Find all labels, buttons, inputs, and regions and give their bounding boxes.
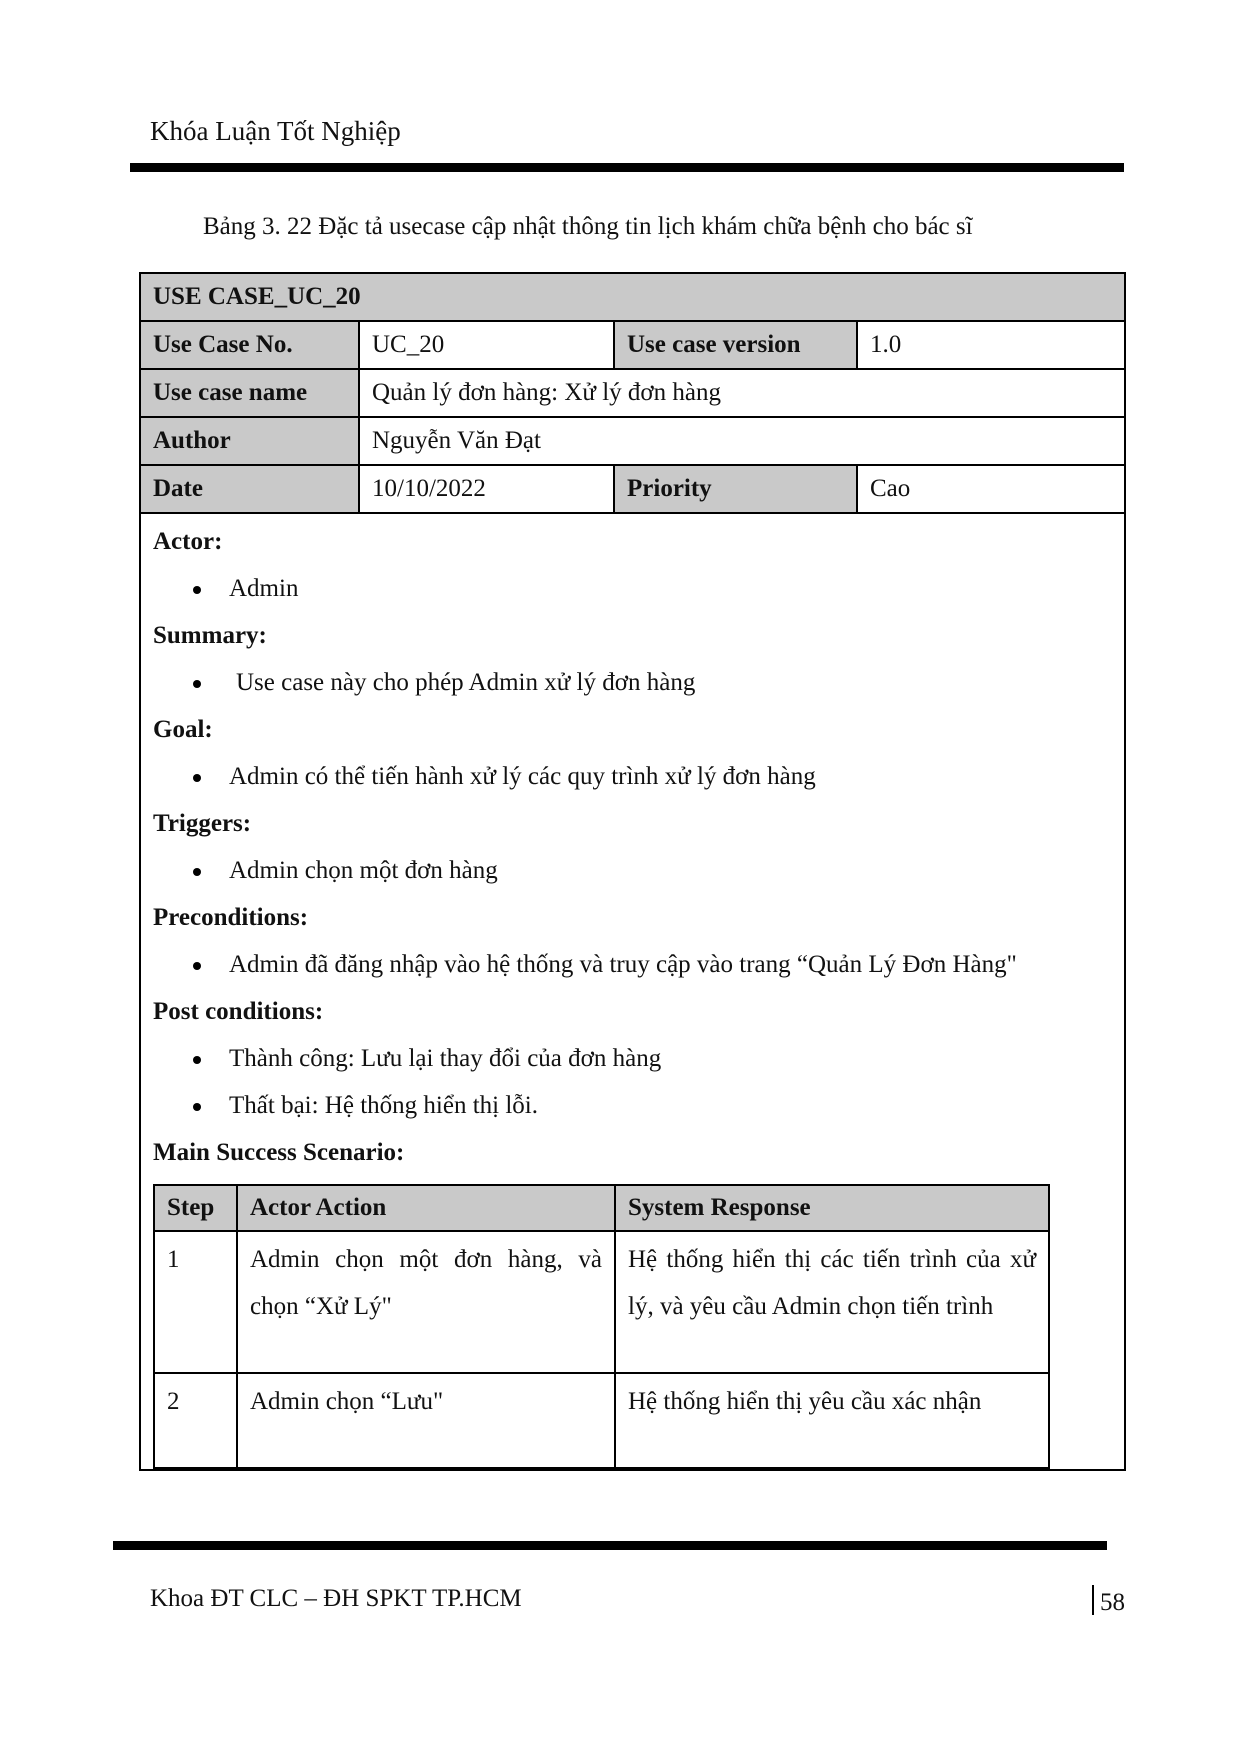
- priority-value: Cao: [857, 465, 1125, 513]
- actor-action-header: Actor Action: [237, 1185, 615, 1231]
- use-case-no-label: Use Case No.: [140, 321, 359, 369]
- actor-title: Actor:: [153, 528, 223, 555]
- step-header: Step: [154, 1185, 237, 1231]
- footer-rule: [113, 1541, 1107, 1550]
- page-number-divider: [1092, 1585, 1094, 1615]
- post-conditions-item: Thất bại: Hệ thống hiển thị lỗi.: [153, 1088, 1114, 1135]
- system-response: Hệ thống hiển thị các tiến trình của xử lý, và yêu cầu Admin chọn tiến trình: [615, 1231, 1049, 1373]
- preconditions-item: Admin đã đăng nhập vào hệ thống và truy cập vào trang “Quản Lý Đơn Hàng": [153, 947, 1114, 994]
- footer-institution: Khoa ĐT CLC – ĐH SPKT TP.HCM: [150, 1585, 522, 1612]
- goal-item: Admin có thể tiến hành xử lý các quy trình xử lý đơn hàng: [153, 759, 1114, 806]
- date-value: 10/10/2022: [359, 465, 614, 513]
- page-number-block: [1092, 1585, 1125, 1617]
- actor-item: Admin: [153, 571, 1114, 618]
- system-response-header: System Response: [615, 1185, 1049, 1231]
- date-label: Date: [140, 465, 359, 513]
- summary-title: Summary:: [153, 622, 267, 649]
- header-rule: [130, 163, 1124, 172]
- use-case-version-label: Use case version: [614, 321, 857, 369]
- use-case-title: USE CASE_UC_20: [140, 273, 1125, 321]
- main-scenario-title: Main Success Scenario:: [153, 1139, 405, 1166]
- system-response: Hệ thống hiển thị yêu cầu xác nhận: [615, 1373, 1049, 1468]
- table-row: [154, 1231, 1049, 1373]
- page-header: Khóa Luận Tốt Nghiệp: [150, 116, 401, 146]
- use-case-details: [140, 513, 1125, 1470]
- table-caption: Bảng 3. 22 Đặc tả usecase cập nhật thông tin lịch khám chữa bệnh cho bác sĩ: [203, 213, 973, 240]
- actor-action: Admin chọn một đơn hàng, và chọn “Xử Lý": [237, 1231, 615, 1373]
- step-number: 1: [154, 1231, 237, 1373]
- preconditions-title: Preconditions:: [153, 904, 309, 931]
- page-number: 58: [1100, 1589, 1125, 1616]
- summary-item: Use case này cho phép Admin xử lý đơn hàng: [153, 665, 1114, 712]
- use-case-version-value: 1.0: [857, 321, 1125, 369]
- post-conditions-title: Post conditions:: [153, 998, 324, 1025]
- actor-action: Admin chọn “Lưu": [237, 1373, 615, 1468]
- post-conditions-item: Thành công: Lưu lại thay đổi của đơn hàng: [153, 1041, 1114, 1088]
- use-case-table: [139, 272, 1126, 1471]
- author-value: Nguyễn Văn Đạt: [359, 417, 1125, 465]
- use-case-name-label: Use case name: [140, 369, 359, 417]
- use-case-no-value: UC_20: [359, 321, 614, 369]
- goal-title: Goal:: [153, 716, 213, 743]
- step-number: 2: [154, 1373, 237, 1468]
- table-row: [154, 1373, 1049, 1468]
- triggers-item: Admin chọn một đơn hàng: [153, 853, 1114, 900]
- triggers-title: Triggers:: [153, 810, 252, 837]
- use-case-name-value: Quản lý đơn hàng: Xử lý đơn hàng: [359, 369, 1125, 417]
- author-label: Author: [140, 417, 359, 465]
- scenario-table: [153, 1184, 1050, 1469]
- priority-label: Priority: [614, 465, 857, 513]
